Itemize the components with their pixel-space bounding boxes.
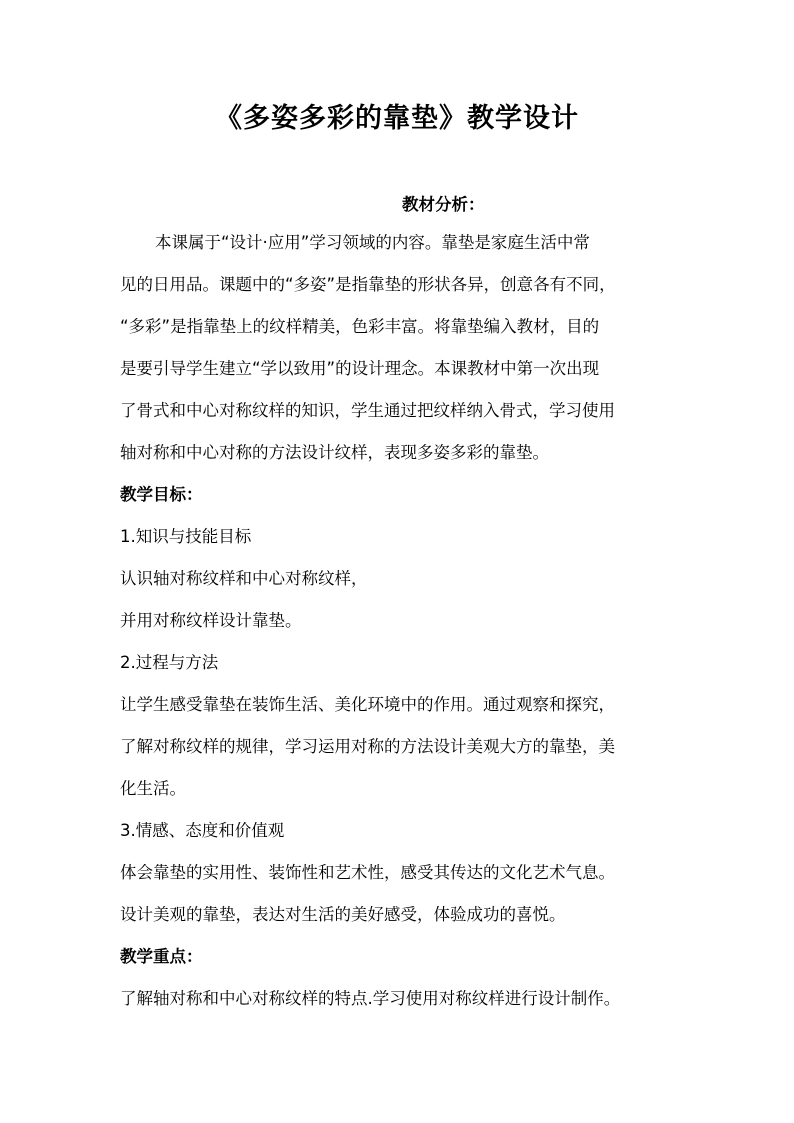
material-analysis-line-3: “多彩”是指靠垫上的纹样精美，色彩丰富。将靠垫编入教材，目的 <box>120 317 600 336</box>
goal2-line-2: 了解对称纹样的规律，学习运用对称的方法设计美观大方的靠垫，美 <box>120 737 615 756</box>
material-analysis-line-2: 见的日用品。课题中的“多姿”是指靠垫的形状各异，创意各有不同， <box>120 275 616 294</box>
goal2-line-1: 让学生感受靠垫在装饰生活、美化环境中的作用。通过观察和探究， <box>120 695 615 714</box>
material-analysis-heading: 教材分析： <box>402 195 485 214</box>
document-title: 《多姿多彩的靠垫》教学设计 <box>215 103 579 134</box>
key-points-line-1: 了解轴对称和中心对称纹样的特点.学习使用对称纹样进行设计制作。 <box>120 989 621 1008</box>
goal3-line-2: 设计美观的靠垫，表达对生活的美好感受，体验成功的喜悦。 <box>120 905 566 924</box>
goal3-line-1: 体会靠垫的实用性、装饰性和艺术性，感受其传达的文化艺术气息。 <box>120 863 615 882</box>
goal3-title: 3.情感、态度和价值观 <box>120 821 285 840</box>
goal1-title: 1.知识与技能目标 <box>120 527 252 546</box>
goal1-line-2: 并用对称纹样设计靠垫。 <box>120 611 302 630</box>
material-analysis-line-1: 本课属于“设计·应用”学习领域的内容。靠垫是家庭生活中常 <box>155 233 590 252</box>
goal2-line-3: 化生活。 <box>120 779 186 798</box>
material-analysis-line-5: 了骨式和中心对称纹样的知识，学生通过把纹样纳入骨式，学习使用 <box>120 401 615 420</box>
goal2-title: 2.过程与方法 <box>120 653 219 672</box>
teaching-goals-heading: 教学目标： <box>120 485 203 504</box>
material-analysis-line-4: 是要引导学生建立“学以致用”的设计理念。本课教材中第一次出现 <box>120 359 600 378</box>
key-points-heading: 教学重点： <box>120 947 203 966</box>
goal1-line-1: 认识轴对称纹样和中心对称纹样， <box>120 569 368 588</box>
material-analysis-line-6: 轴对称和中心对称的方法设计纹样，表现多姿多彩的靠垫。 <box>120 443 549 462</box>
